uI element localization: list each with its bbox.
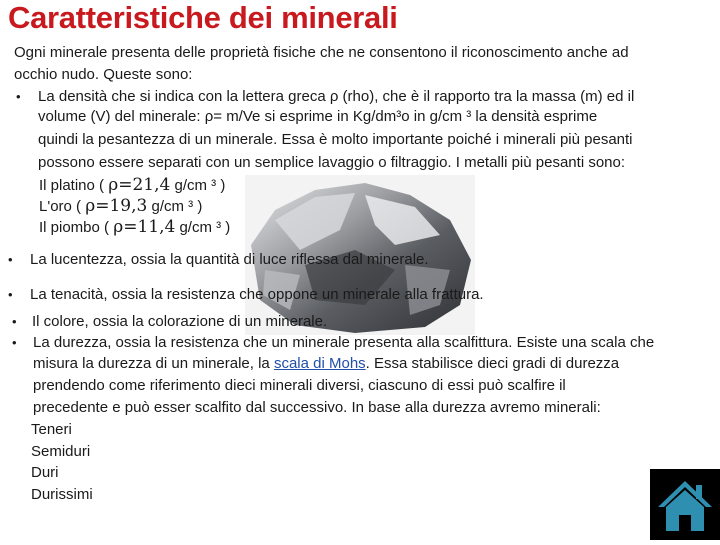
metal-density: ρ=21,4 [108,175,171,195]
intro-line-2: occhio nudo. Queste sono: [14,66,193,83]
metal-name: Il piombo ( [39,219,110,236]
metal-lead [39,218,230,237]
hardness-text: misura la durezza di un minerale, la [33,355,274,372]
hardness-line-3: prendendo come riferimento dieci minerali diversi, ciascuno di essi può scalfire il [33,377,566,394]
metal-density: ρ=19,3 [85,196,148,216]
hardness-level: Durissimi [31,486,93,503]
hardness-line-1: La durezza, ossia la resistenza che un minerale presenta alla scalfittura. Esiste una scala che [33,334,655,351]
metal-name: L'oro ( [39,198,82,215]
bullet: • [16,89,21,104]
color-text: Il colore, ossia la colorazione di un minerale. [32,313,328,330]
intro-line-1: Ogni minerale presenta delle proprietà fisiche che ne consentono il riconoscimento anche ad [14,44,629,61]
hardness-line-4: precedente e può esser scalfito dal successivo. In base alla durezza avremo minerali: [33,399,601,416]
home-button[interactable] [650,469,720,540]
metal-name: Il platino ( [39,177,105,194]
luster-text: La lucentezza, ossia la quantità di luce riflessa dal minerale. [30,251,429,268]
home-icon [650,469,720,540]
hardness-level: Duri [31,464,59,481]
metal-unit: g/cm ³ ) [179,219,231,236]
bullet: • [12,314,17,329]
mohs-scale-link[interactable]: scala di Mohs [273,355,366,372]
hardness-text: . Essa stabilisce dieci gradi di durezza [365,355,620,372]
density-line-2: volume (V) del minerale: ρ= m/Ve si esprime in Kg/dm³o in g/cm ³ la densità esprime [38,108,598,125]
bullet: • [8,252,13,267]
metal-unit: g/cm ³ ) [174,177,226,194]
tenacity-text: La tenacità, ossia la resistenza che oppone un minerale alla frattura. [30,286,484,303]
page-title: Caratteristiche dei minerali [8,0,398,35]
metal-gold [39,197,202,216]
hardness-level: Teneri [31,421,72,438]
density-line-4: possono essere separati con un semplice lavaggio o filtraggio. I metalli più pesanti sono: [38,154,626,171]
metal-unit: g/cm ³ ) [151,198,203,215]
metal-density: ρ=11,4 [113,217,176,237]
hardness-line-2 [33,355,619,373]
bullet: • [12,335,17,350]
density-line-3: quindi la pesantezza di un minerale. Essa è molto importante poiché i minerali più pesanti [38,131,633,148]
bullet: • [8,287,13,302]
hardness-level: Semiduri [31,443,91,460]
density-line-1: La densità che si indica con la lettera greca ρ (rho), che è il rapporto tra la massa (m) ed il [38,88,635,105]
metal-platinum [39,176,225,195]
